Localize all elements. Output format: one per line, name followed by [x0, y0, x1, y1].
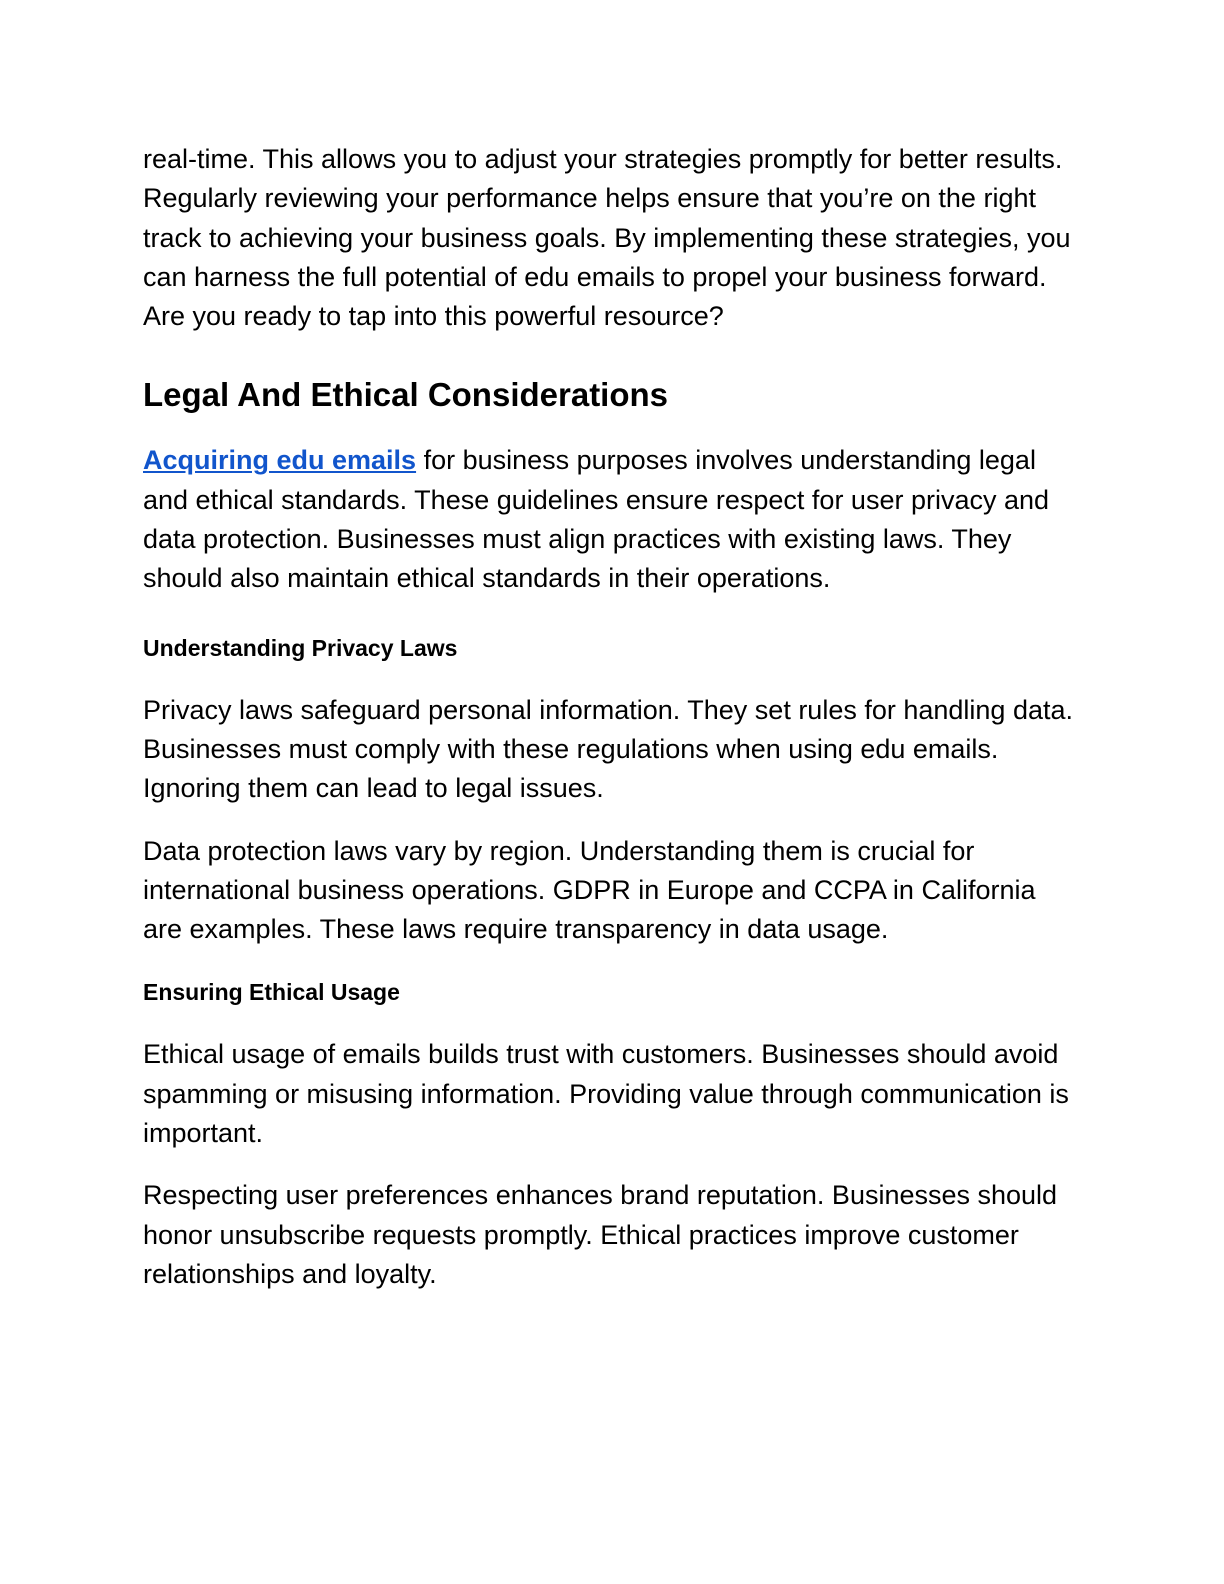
section-intro-text: for business purposes involves understanding legal and ethical standards. These guidelines ensure respect for user privacy and data protection. Businesses must align practices with existing laws. They should also maintain ethical standards in their operations.: [143, 445, 1050, 594]
ethics-paragraph-1: Ethical usage of emails builds trust with customers. Businesses should avoid spamming or misusing information. Providing value through communication is important.: [143, 1039, 1069, 1149]
section-intro-paragraph: [143, 441, 1078, 598]
intro-paragraph: real-time. This allows you to adjust your strategies promptly for better results. Regularly reviewing your performance helps ensure that you’re on the right track to achieving your business goals. By implementing these strategies, you can harness the full potential of edu emails to propel your business forward. Are you ready to tap into this powerful resource?: [143, 144, 1071, 332]
acquiring-edu-emails-link[interactable]: Acquiring edu emails: [143, 445, 417, 476]
privacy-paragraph-2: Data protection laws vary by region. Understanding them is crucial for international business operations. GDPR in Europe and CCPA in California are examples. These laws require transparency in data usage.: [143, 835, 1036, 945]
subheading-ethical-usage: Ensuring Ethical Usage: [143, 979, 400, 1006]
document-page: [143, 140, 1078, 1294]
ethics-paragraph-2: Respecting user preferences enhances brand reputation. Businesses should honor unsubscribe requests promptly. Ethical practices improve customer relationships and loyalty.: [143, 1180, 1058, 1289]
privacy-paragraph-1: Privacy laws safeguard personal information. They set rules for handling data. Businesses must comply with these regulations when using edu emails. Ignoring them can lead to legal issues.: [143, 694, 1073, 804]
subheading-privacy-laws: Understanding Privacy Laws: [143, 634, 458, 661]
section-heading-legal-ethical: Legal And Ethical Considerations: [143, 376, 669, 414]
